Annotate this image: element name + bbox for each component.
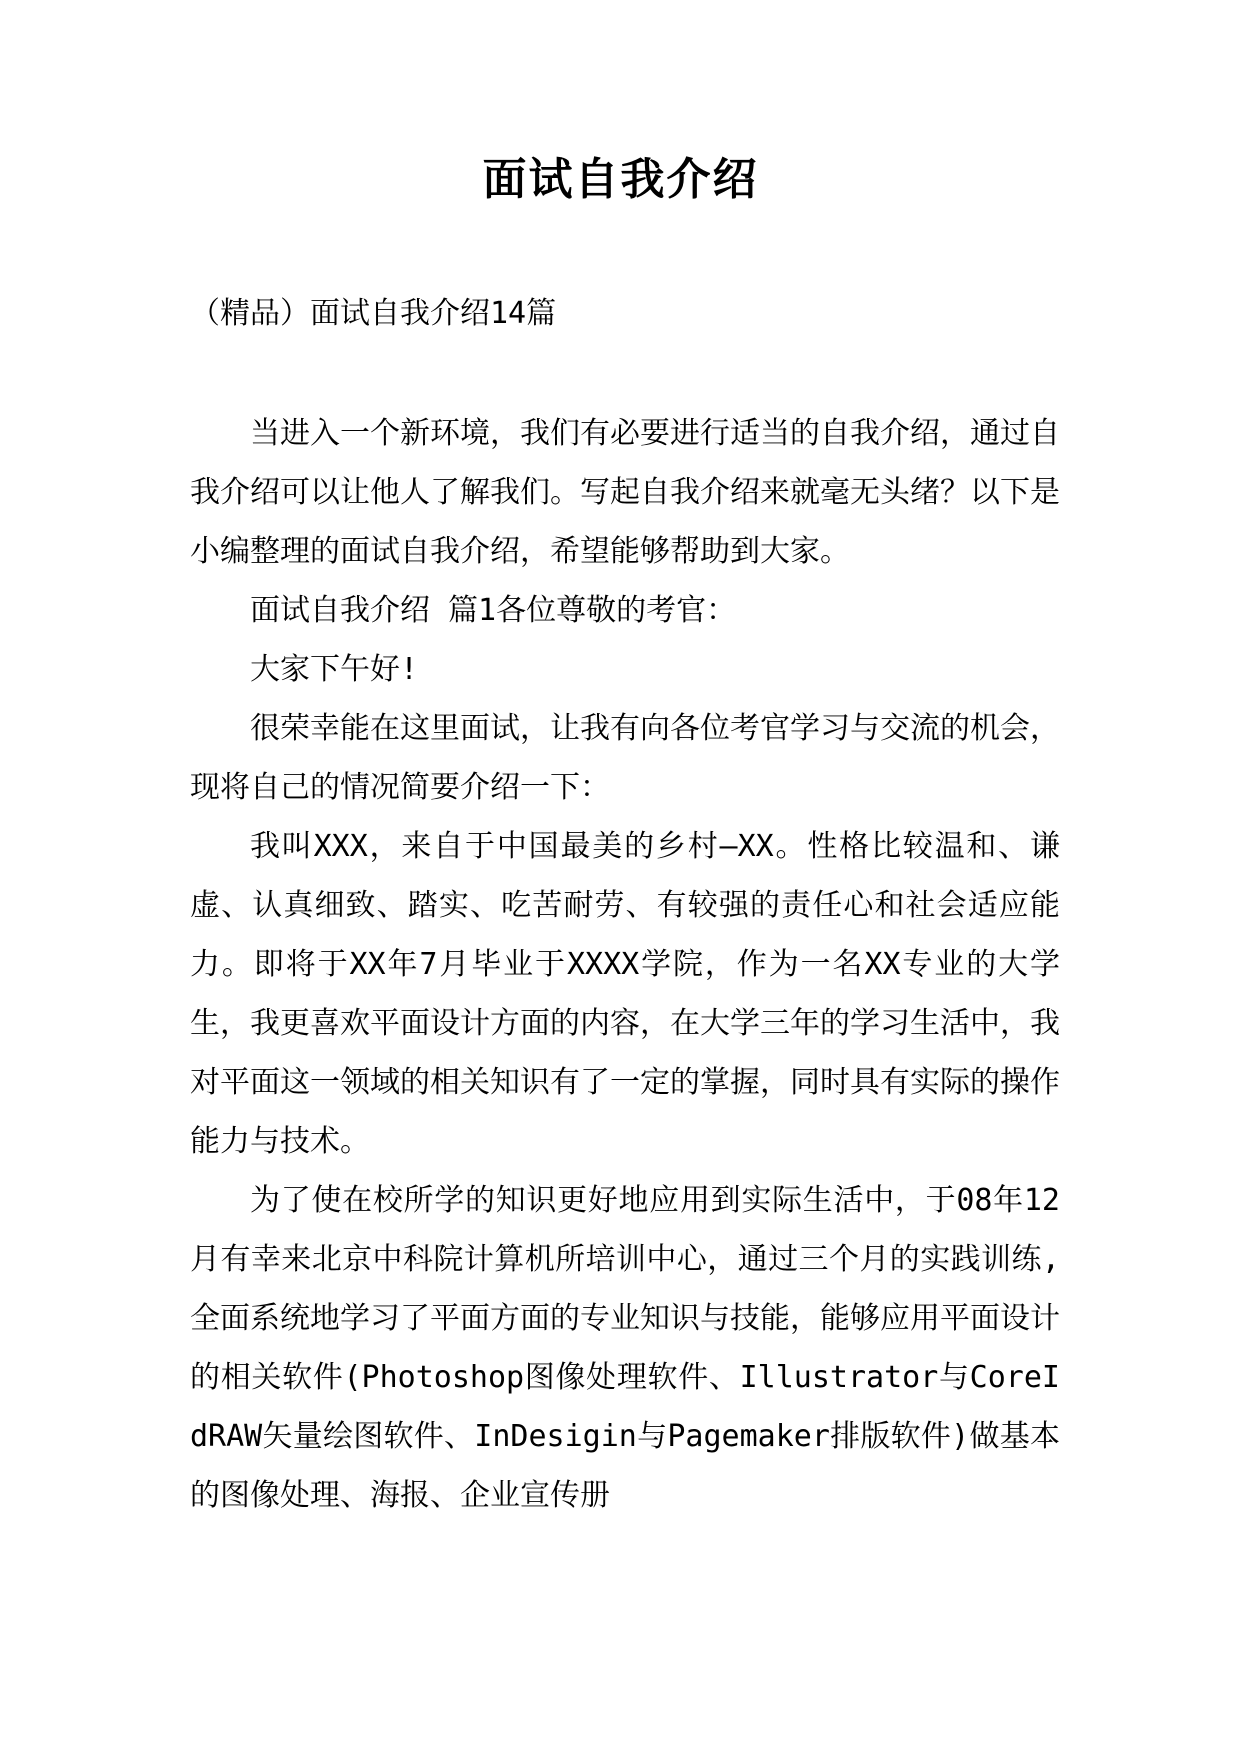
document-title: 面试自我介绍 bbox=[482, 154, 759, 205]
paragraph-heading-1: 面试自我介绍 篇1各位尊敬的考官： bbox=[250, 593, 737, 628]
paragraph-greeting: 大家下午好! bbox=[250, 652, 419, 687]
document-body bbox=[190, 404, 1060, 1525]
paragraph-personal-info: 我叫XXX，来自于中国最美的乡村—XX。性格比较温和、谦虚、认真细致、踏实、吃苦耐劳、有较强的责任心和社会适应能力。即将于XX年7月毕业于XXXX学院，作为一名XX专业的大学生，我更喜欢平面设计方面的内容，在大学三年的学习生活中，我对平面这一领域的相关知识有了一定的掌握，同时具有实际的操作能力与技术。 bbox=[190, 829, 1060, 1159]
document-subtitle: （精品）面试自我介绍14篇 bbox=[190, 296, 557, 331]
paragraph-opening: 很荣幸能在这里面试，让我有向各位考官学习与交流的机会，现将自己的情况简要介绍一下： bbox=[190, 711, 1060, 805]
paragraph-intro: 当进入一个新环境，我们有必要进行适当的自我介绍，通过自我介绍可以让他人了解我们。写起自我介绍来就毫无头绪？以下是小编整理的面试自我介绍，希望能够帮助到大家。 bbox=[190, 416, 1060, 569]
paragraph-training: 为了使在校所学的知识更好地应用到实际生活中，于08年12月有幸来北京中科院计算机所培训中心，通过三个月的实践训练,全面系统地学习了平面方面的专业知识与技能，能够应用平面设计的相关软件(Photoshop图像处理软件、Illustrator与CoreIdRAW矢量绘图软件、InDesigin与Pagemaker排版软件)做基本的图像处理、海报、企业宣传册 bbox=[190, 1183, 1060, 1513]
